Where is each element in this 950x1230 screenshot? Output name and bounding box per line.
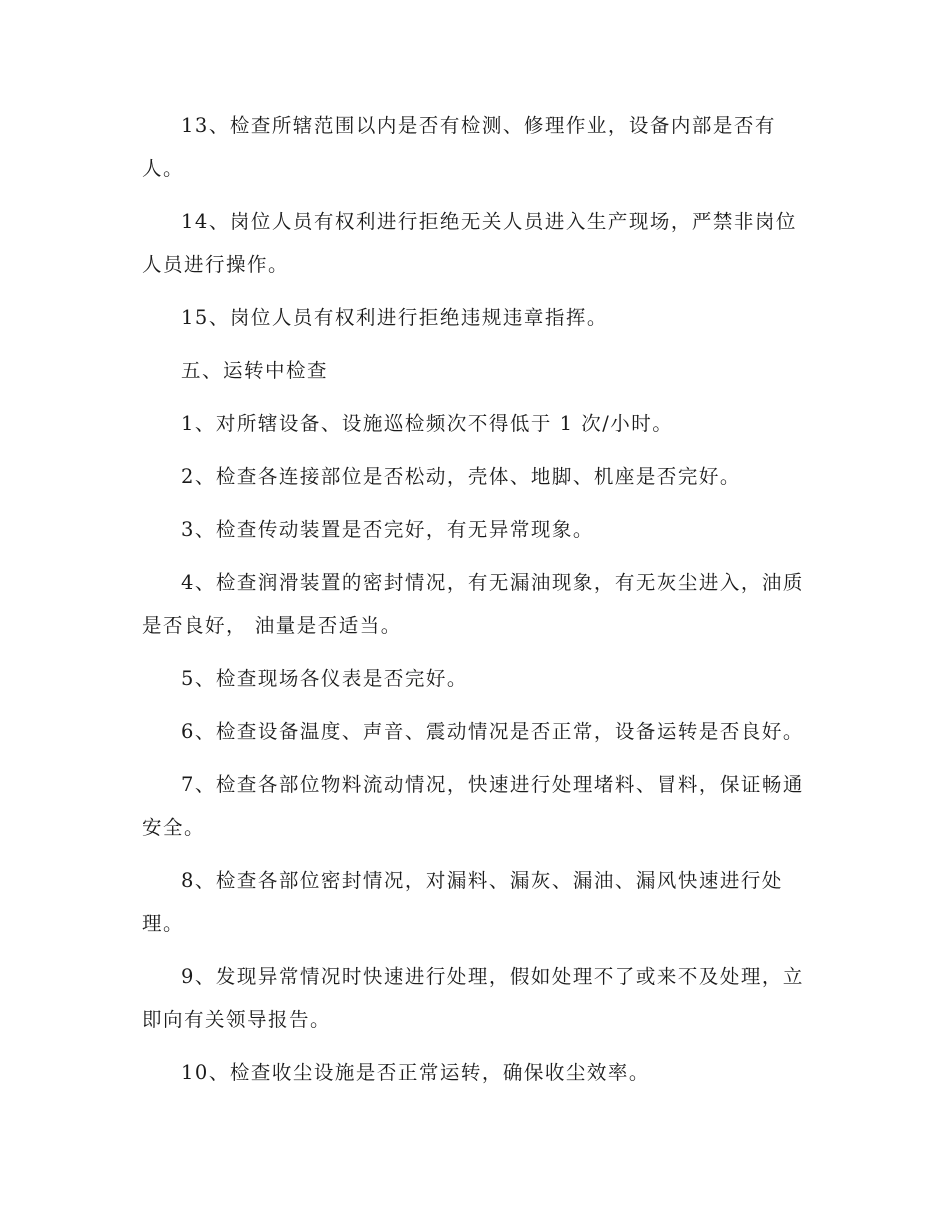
paragraph-item-14: 14、岗位人员有权利进行拒绝无关人员进入生产现场，严禁非岗位人员进行操作。 <box>142 210 797 276</box>
paragraph-item-9: 9、发现异常情况时快速进行处理，假如处理不了或来不及处理，立即向有关领导报告。 <box>142 965 804 1031</box>
paragraph-item-15: 15、岗位人员有权利进行拒绝违规违章指挥。 <box>181 306 608 329</box>
document-page <box>142 104 810 1104</box>
paragraph-item-3: 3、检查传动装置是否完好，有无异常现象。 <box>181 518 594 541</box>
paragraph-item-7: 7、检查各部位物料流动情况，快速进行处理堵料、冒料，保证畅通安全。 <box>142 773 804 839</box>
paragraph-item-5: 5、检查现场各仪表是否完好。 <box>181 667 468 690</box>
paragraph-item-13: 13、检查所辖范围以内是否有检测、修理作业，设备内部是否有人。 <box>142 114 776 180</box>
paragraph-item-6: 6、检查设备温度、声音、震动情况是否正常，设备运转是否良好。 <box>181 720 804 743</box>
paragraph-item-4: 4、检查润滑装置的密封情况，有无漏油现象，有无灰尘进入，油质是否良好， 油量是否适当。 <box>142 571 804 637</box>
paragraph-item-2: 2、检查各连接部位是否松动，壳体、地脚、机座是否完好。 <box>181 465 741 488</box>
paragraph-item-1: 1、对所辖设备、设施巡检频次不得低于 1 次/小时。 <box>181 412 674 435</box>
paragraph-item-8: 8、检查各部位密封情况，对漏料、漏灰、漏油、漏风快速进行处理。 <box>142 869 783 935</box>
section-heading: 五、运转中检查 <box>181 359 329 382</box>
paragraph-item-10: 10、检查收尘设施是否正常运转，确保收尘效率。 <box>181 1061 650 1084</box>
